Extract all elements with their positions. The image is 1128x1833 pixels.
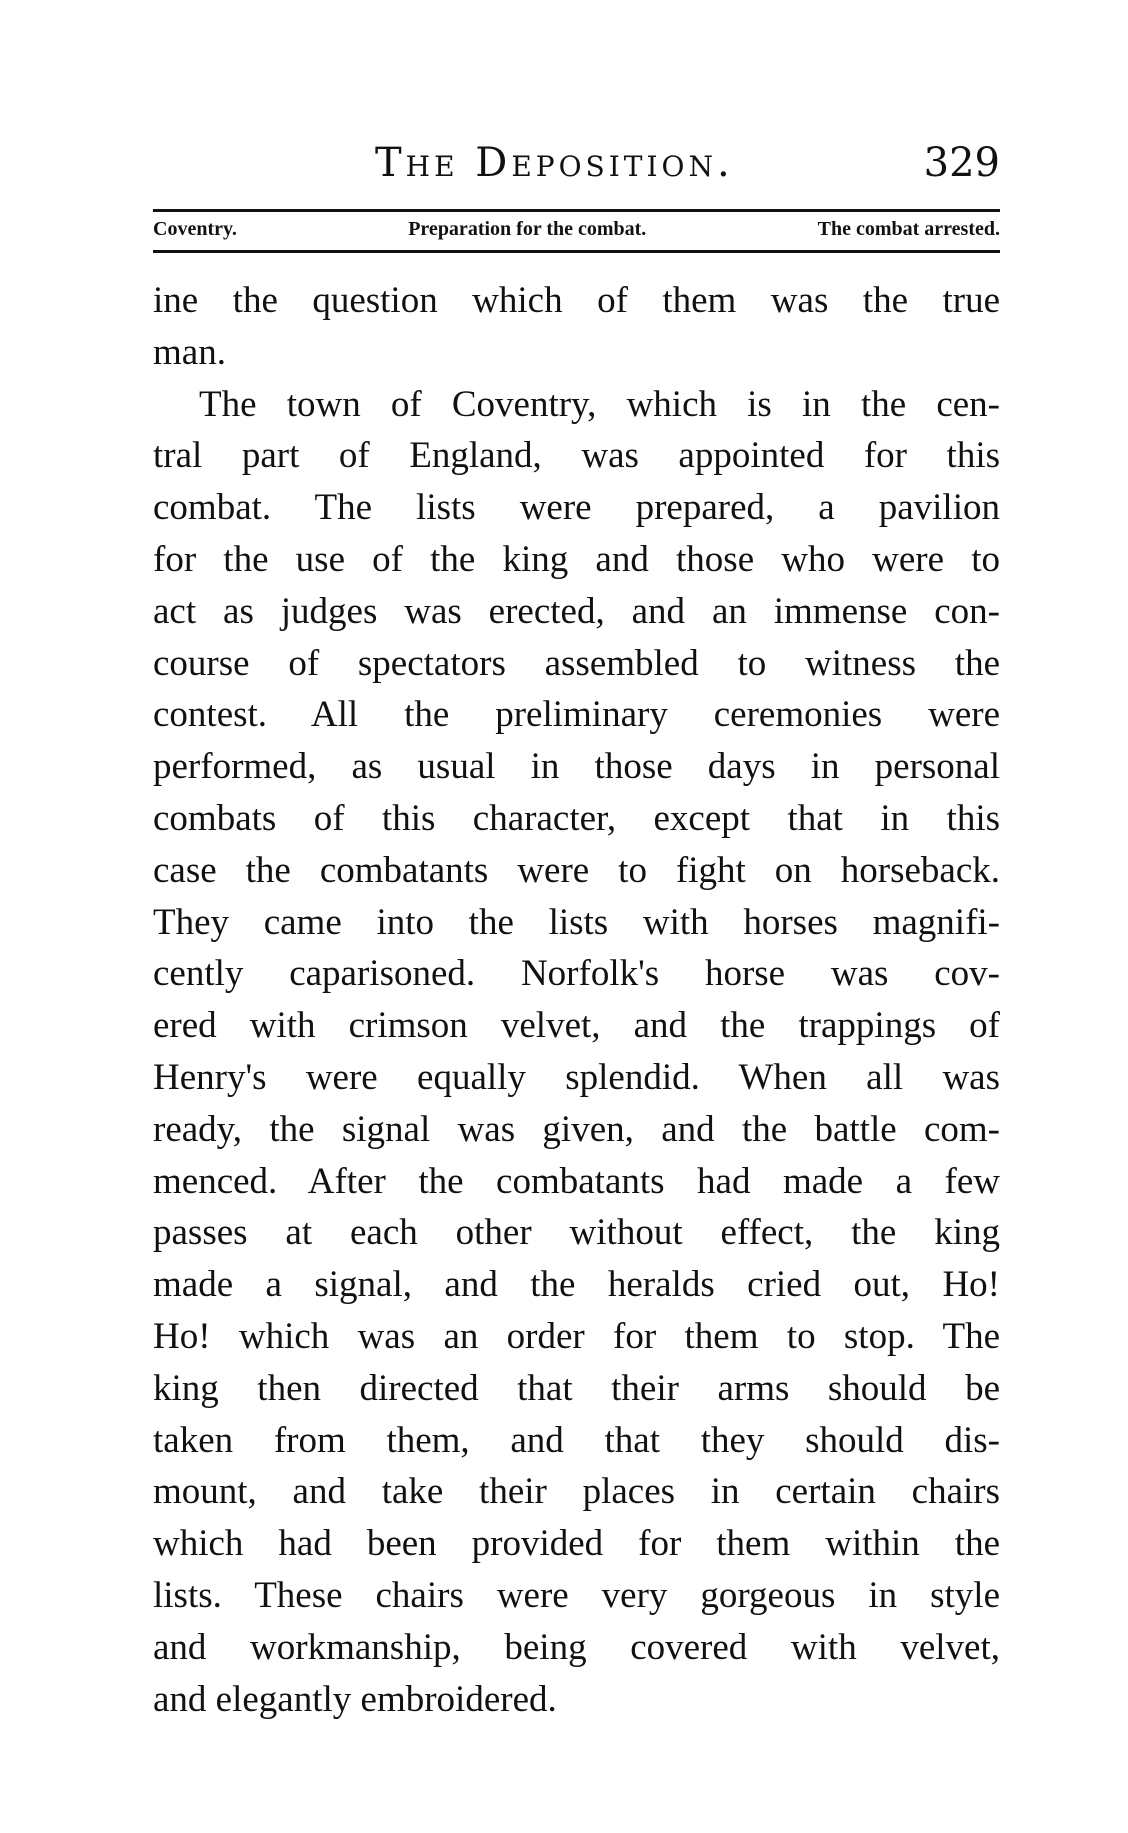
text-line: They came into the lists with horses magnifi- (153, 901, 1000, 943)
text-line: menced. After the combatants had made a few (153, 1160, 1000, 1202)
text-line: passes at each other without effect, the king (153, 1212, 1000, 1254)
text-line: tral part of England, was appointed for this (153, 435, 1000, 477)
bottom-rule (153, 250, 1000, 253)
subheading-left: Coventry. (153, 218, 237, 240)
body-text (153, 275, 1000, 1725)
text-line: act as judges was erected, and an immense con- (153, 590, 1000, 632)
subheading-center: Preparation for the combat. (408, 218, 647, 240)
text-line: case the combatants were to fight on horseback. (153, 849, 1000, 891)
subheadings (153, 218, 1000, 241)
text-line: Ho! which was an order for them to stop. The (153, 1315, 1000, 1357)
text-line: king then directed that their arms should be (153, 1367, 1000, 1409)
running-title: The Deposition. (375, 140, 734, 186)
text-line: combat. The lists were prepared, a pavilion (153, 487, 1000, 529)
subheading-right: The combat arrested. (817, 218, 1000, 240)
text-line: which had been provided for them within the (153, 1523, 1000, 1565)
text-line: ered with crimson velvet, and the trappings of (153, 1005, 1000, 1047)
text-line: ine the question which of them was the true (153, 280, 1000, 321)
text-line: and workmanship, being covered with velvet, (153, 1626, 1000, 1668)
text-line: The town of Coventry, which is in the cen- (199, 383, 1000, 425)
text-line: for the use of the king and those who were to (153, 538, 1000, 580)
text-line: man. (153, 331, 226, 373)
text-line: made a signal, and the heralds cried out, Ho! (153, 1264, 1000, 1306)
text-line: ready, the signal was given, and the battle com- (153, 1108, 1000, 1150)
text-line: combats of this character, except that in this (153, 797, 1000, 839)
text-line: taken from them, and that they should dis- (153, 1419, 1000, 1461)
text-line: performed, as usual in those days in personal (153, 746, 1000, 788)
text-line: mount, and take their places in certain chairs (153, 1471, 1000, 1513)
text-line: contest. All the preliminary ceremonies were (153, 694, 1000, 736)
top-rule (153, 209, 1000, 212)
text-line: cently caparisoned. Norfolk's horse was cov- (153, 953, 1000, 995)
text-line: lists. These chairs were very gorgeous in style (153, 1574, 1000, 1616)
text-line: course of spectators assembled to witness the (153, 642, 1000, 684)
text-line: and elegantly embroidered. (153, 1678, 557, 1720)
page-number: 329 (923, 140, 1000, 186)
text-line: Henry's were equally splendid. When all was (153, 1056, 1000, 1098)
